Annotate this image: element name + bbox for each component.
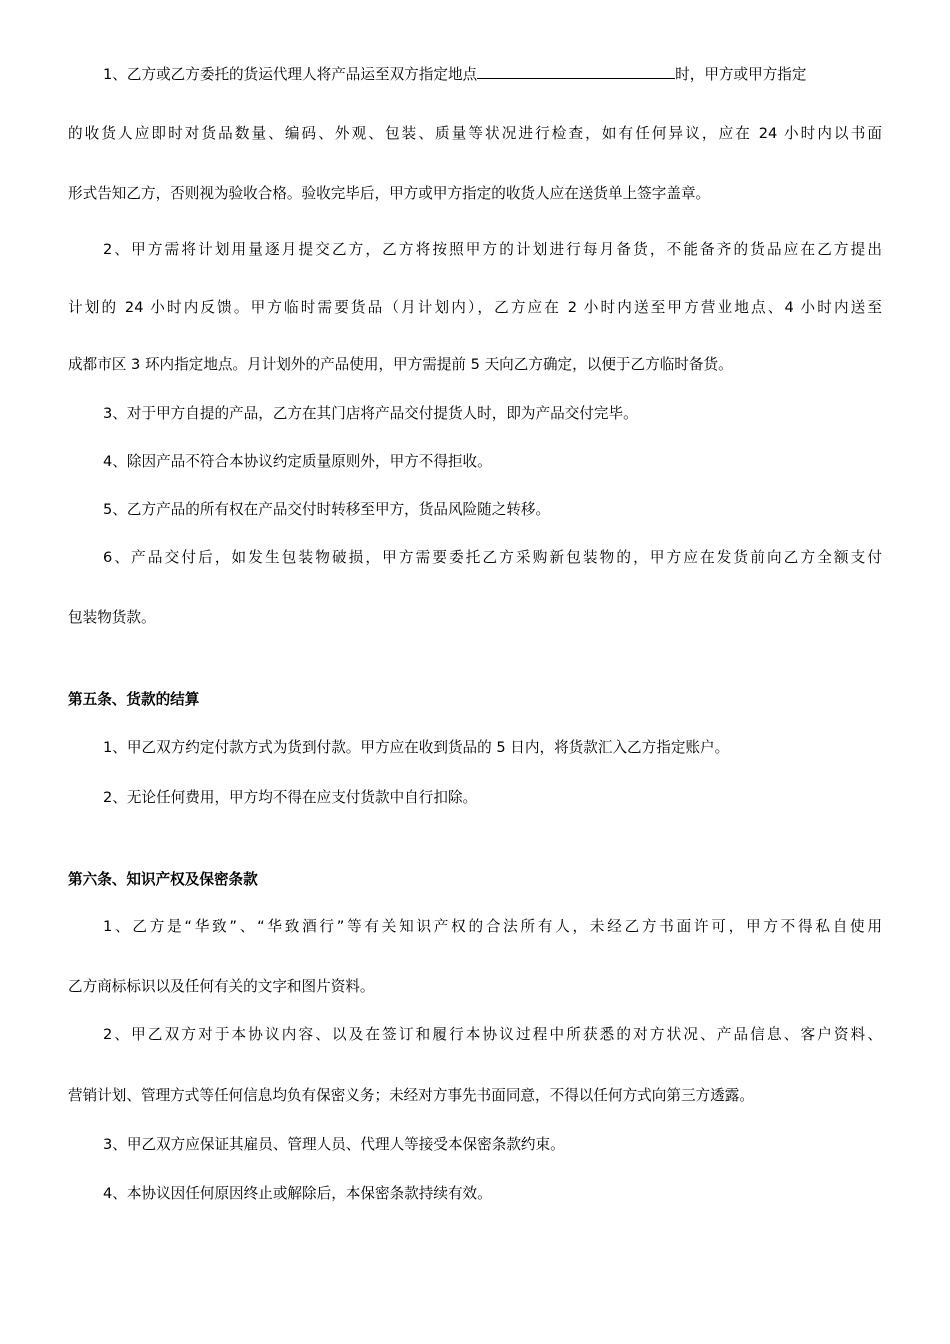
clause-4-4: 4、除因产品不符合本协议约定质量原则外，甲方不得拒收。	[103, 453, 492, 470]
clause-6-4: 4、本协议因任何原因终止或解除后，本保密条款持续有效。	[103, 1185, 492, 1202]
clause-text: 时，甲方或甲方指定	[675, 66, 807, 83]
clause-4-5: 5、乙方产品的所有权在产品交付时转移至甲方，货品风险随之转移。	[103, 501, 551, 518]
clause-4-6-line-1: 6、产品交付后，如发生包装物破损，甲方需要委托乙方采购新包装物的，甲方应在发货前向乙方全额支付	[103, 549, 882, 566]
clause-4-2-line-1: 2、甲方需将计划用量逐月提交乙方，乙方将按照甲方的计划进行每月备货，不能备齐的货品应在乙方提出	[103, 241, 882, 258]
clause-text: 1、乙方或乙方委托的货运代理人将产品运至双方指定地点	[103, 66, 478, 83]
clause-6-1-line-2: 乙方商标标识以及任何有关的文字和图片资料。	[68, 978, 375, 995]
clause-4-2-line-2: 计划的 24 小时内反馈。甲方临时需要货品（月计划内），乙方应在 2 小时内送至甲方营业地点、4 小时内送至	[68, 299, 882, 316]
clause-4-1-line-1	[103, 64, 882, 85]
section-5-heading: 第五条、货款的结算	[68, 691, 200, 708]
clause-5-1: 1、甲乙双方约定付款方式为货到付款。甲方应在收到货品的 5 日内，将货款汇入乙方指定账户。	[103, 739, 730, 756]
clause-6-1-line-1: 1、乙方是“华致”、“华致酒行”等有关知识产权的合法所有人，未经乙方书面许可，甲方不得私自使用	[103, 918, 882, 935]
clause-6-2-line-2: 营销计划、管理方式等任何信息均负有保密义务；未经对方事先书面同意，不得以任何方式向第三方透露。	[68, 1087, 754, 1104]
clause-4-6-line-2: 包装物货款。	[68, 609, 156, 626]
clause-4-1-line-2: 的收货人应即时对货品数量、编码、外观、包装、质量等状况进行检查，如有任何异议，应在 24 小时内以书面	[68, 125, 882, 142]
clause-5-2: 2、无论任何费用，甲方均不得在应支付货款中自行扣除。	[103, 789, 478, 806]
section-6-heading: 第六条、知识产权及保密条款	[68, 871, 258, 888]
clause-6-3: 3、甲乙双方应保证其雇员、管理人员、代理人等接受本保密条款约束。	[103, 1136, 565, 1153]
clause-6-2-line-1: 2、甲乙双方对于本协议内容、以及在签订和履行本协议过程中所获悉的对方状况、产品信息、客户资料、	[103, 1026, 882, 1043]
clause-4-3: 3、对于甲方自提的产品，乙方在其门店将产品交付提货人时，即为产品交付完毕。	[103, 405, 638, 422]
clause-4-2-line-3: 成都市区 3 环内指定地点。月计划外的产品使用，甲方需提前 5 天向乙方确定，以便于乙方临时备货。	[68, 356, 733, 373]
delivery-location-blank	[477, 64, 675, 79]
clause-4-1-line-3: 形式告知乙方，否则视为验收合格。验收完毕后，甲方或甲方指定的收货人应在送货单上签字盖章。	[68, 185, 711, 202]
